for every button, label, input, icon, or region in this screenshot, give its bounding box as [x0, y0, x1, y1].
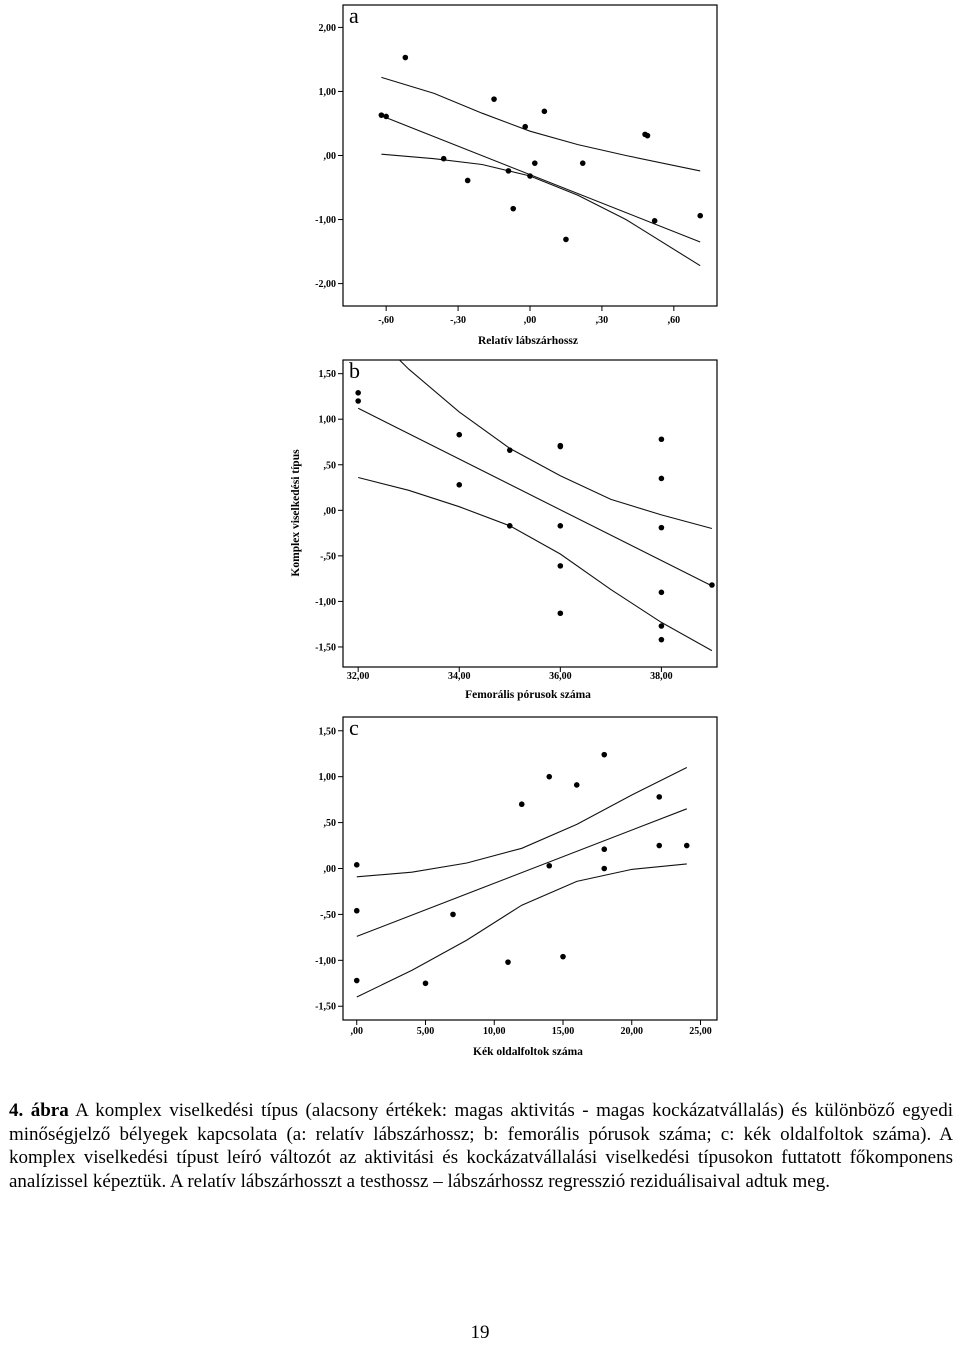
data-point [558, 610, 564, 616]
data-point [505, 959, 511, 965]
y-tick-label: 2,00 [318, 22, 336, 34]
y-axis-title: Komplex viselkedési típus [290, 449, 302, 577]
data-point [659, 436, 665, 442]
data-point [656, 843, 662, 849]
plot-frame [343, 360, 717, 667]
fit-line-lower [381, 154, 700, 266]
y-tick-label: 1,50 [318, 369, 336, 381]
x-tick-label: 25,00 [689, 1026, 712, 1037]
data-point [456, 482, 462, 488]
x-tick-label: 5,00 [416, 1026, 435, 1037]
y-tick-label: -,50 [320, 909, 336, 921]
caption-label: 4. ábra [9, 1100, 69, 1121]
data-point [532, 160, 538, 166]
data-point [507, 447, 513, 453]
y-tick-label: -1,00 [315, 596, 336, 608]
fit-line-upper [381, 77, 700, 170]
x-tick-label: 32,00 [346, 671, 370, 682]
data-point [659, 589, 665, 595]
data-point [456, 432, 462, 438]
x-tick-label: ,30 [595, 315, 609, 326]
x-tick-label: ,60 [667, 315, 681, 326]
chart-panel-b [290, 319, 717, 701]
data-point [546, 774, 552, 780]
data-point [652, 218, 658, 224]
data-point [659, 525, 665, 531]
fit-line-upper [357, 768, 687, 877]
data-point [510, 206, 516, 212]
figure-caption [9, 1099, 953, 1193]
data-point [659, 637, 665, 643]
data-point [355, 390, 361, 396]
data-point [465, 178, 471, 184]
y-tick-label: ,50 [323, 460, 336, 472]
x-tick-label: 34,00 [447, 671, 471, 682]
y-tick-label: -1,50 [315, 1001, 336, 1013]
x-tick-label: 15,00 [551, 1026, 575, 1037]
data-point [684, 843, 690, 849]
data-point [441, 156, 447, 162]
data-point [580, 160, 586, 166]
y-tick-label: -,50 [320, 551, 336, 563]
data-point [601, 846, 607, 852]
data-point [354, 908, 360, 914]
data-point [659, 623, 665, 629]
x-tick-label: -,60 [378, 315, 395, 326]
data-point [506, 168, 512, 174]
data-point [645, 133, 651, 139]
data-point [558, 444, 564, 450]
panel-label: a [349, 3, 359, 28]
fit-line-regression [358, 408, 712, 586]
data-point [558, 563, 564, 569]
y-tick-label: -1,00 [315, 215, 336, 227]
data-point [450, 912, 456, 918]
y-tick-label: -1,50 [315, 642, 336, 654]
fit-line-lower [358, 478, 712, 651]
chart-panel-a [315, 3, 717, 347]
data-point [656, 794, 662, 800]
data-point [354, 862, 360, 868]
data-point [601, 752, 607, 758]
data-point [546, 863, 552, 869]
data-point [519, 801, 525, 807]
chart-panel-c [315, 715, 717, 1058]
y-tick-label: 1,50 [318, 726, 336, 738]
x-axis-title: Relatív lábszárhossz [478, 335, 578, 347]
data-point [527, 173, 533, 179]
data-point [379, 112, 385, 118]
data-point [355, 398, 361, 404]
data-point [563, 237, 569, 243]
data-point [697, 213, 703, 219]
x-tick-label: 20,00 [620, 1026, 643, 1037]
caption-text: A komplex viselkedési típus (alacsony értékek: magas aktivitás - magas kockázatvállalás) és különböző egyedi minőségjelző bélyegek kapcsolata (a: relatív lábszárhossz; b: femorális pórusok száma; c: kék oldalfoltok száma). A komplex viselkedési típust leíró változót az aktivitási és kockázatvállalási viselkedési típusokon futtatott főkomponens analízissel képeztük. A relatív lábszárhosszt a testhossz – lábszárhossz regresszió reziduálisaival adtuk meg. [9, 1100, 954, 1192]
y-tick-label: -2,00 [315, 279, 336, 291]
x-tick-label: 10,00 [483, 1026, 506, 1037]
y-tick-label: ,00 [323, 151, 336, 162]
y-tick-label: 1,00 [318, 414, 336, 426]
data-point [354, 978, 360, 984]
data-point [659, 476, 665, 482]
x-tick-label: ,00 [523, 315, 537, 326]
data-point [507, 523, 513, 529]
y-tick-label: ,00 [323, 864, 336, 875]
y-tick-label: ,50 [323, 818, 336, 830]
data-point [560, 954, 566, 960]
data-point [574, 782, 580, 788]
y-tick-label: ,00 [323, 505, 336, 517]
data-point [709, 582, 715, 588]
plot-frame [343, 717, 717, 1020]
x-tick-label: 36,00 [549, 671, 572, 682]
data-point [522, 124, 528, 130]
y-tick-label: 1,00 [318, 86, 336, 98]
y-tick-label: 1,00 [318, 772, 336, 784]
panel-label: b [349, 358, 360, 383]
data-point [542, 109, 548, 115]
fit-line-lower [357, 864, 687, 997]
x-tick-label: 38,00 [650, 671, 673, 682]
y-tick-label: -1,00 [315, 955, 336, 967]
x-tick-label: -,30 [450, 315, 466, 326]
data-point [403, 55, 409, 61]
data-point [601, 866, 607, 872]
data-point [491, 96, 497, 102]
data-point [558, 523, 564, 529]
data-point [383, 114, 389, 120]
x-axis-title: Kék oldalfoltok száma [473, 1046, 583, 1058]
data-point [423, 980, 429, 986]
x-axis-title: Femorális pórusok száma [465, 689, 591, 701]
panel-label: c [349, 715, 359, 740]
x-tick-label: ,00 [350, 1026, 363, 1037]
page-number: 19 [470, 1322, 490, 1343]
